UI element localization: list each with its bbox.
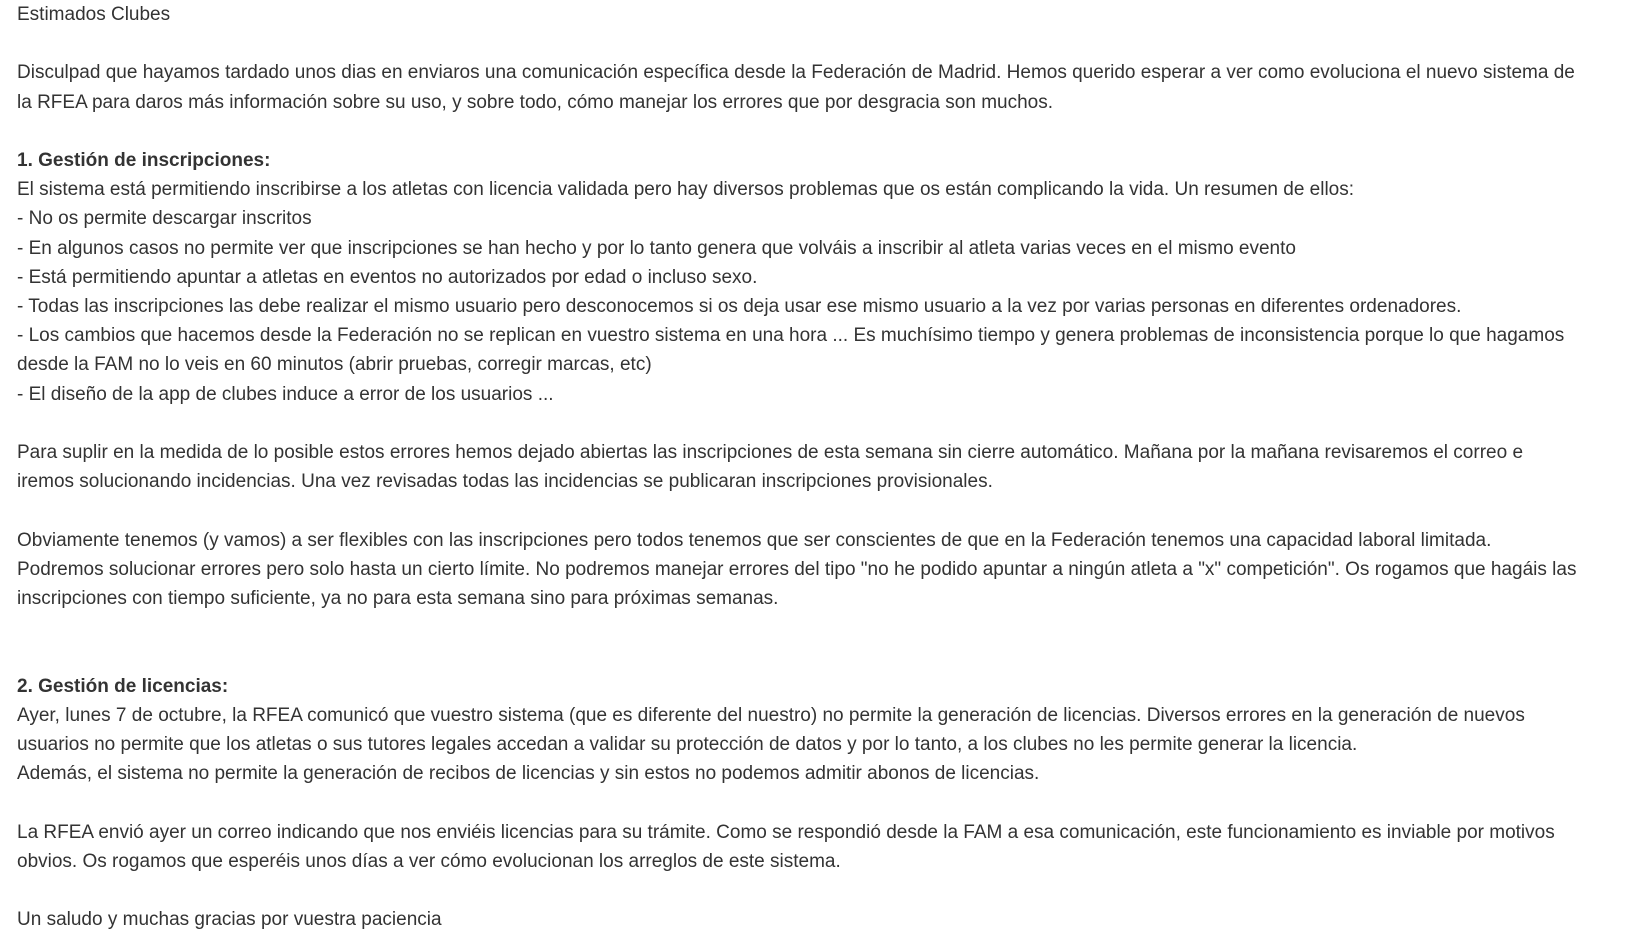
paragraph-line: inscripciones con tiempo suficiente, ya no para esta semana sino para próximas semanas. (17, 588, 779, 609)
paragraph (17, 701, 1629, 789)
spacer (17, 613, 1629, 671)
list-item: - Está permitiendo apuntar a atletas en eventos no autorizados por edad o incluso sexo. (17, 266, 758, 288)
list-item: - Todas las inscripciones las debe realizar el mismo usuario pero desconocemos si os deja usar ese mismo usuario a la vez por varias personas en diferentes ordenadores. (17, 296, 1462, 317)
intro-paragraph (17, 58, 1629, 116)
list-item-continuation: desde la FAM no lo veis en 60 minutos (abrir pruebas, corregir marcas, etc) (17, 354, 652, 376)
intro-line: Disculpad que hayamos tardado unos dias en enviaros una comunicación específica desde la Federación de Madrid. Hemos querido esperar a ver como evoluciona el nuevo sistema de (17, 62, 1575, 84)
list-item: - Los cambios que hacemos desde la Federación no se replican en vuestro sistema en una hora ... Es muchísimo tiempo y genera problemas de inconsistencia porque lo que hagamos (17, 325, 1565, 347)
paragraph (17, 438, 1629, 496)
paragraph-line: Para suplir en la medida de lo posible estos errores hemos dejado abiertas las inscripciones de esta semana sin cierre automático. Mañana por la mañana revisaremos el correo e (17, 442, 1524, 463)
paragraph-line: obvios. Os rogamos que esperéis unos días a ver cómo evolucionan los arreglos de este sistema. (17, 850, 841, 872)
paragraph (17, 526, 1629, 614)
section-licencias (17, 672, 1629, 876)
paragraph (17, 818, 1629, 876)
list-item: - El diseño de la app de clubes induce a error de los usuarios ... (17, 383, 554, 405)
closing: Un saludo y muchas gracias por vuestra paciencia (17, 909, 442, 931)
spacer (17, 876, 1629, 905)
section-heading: 2. Gestión de licencias: (17, 675, 229, 697)
paragraph-line: Podremos solucionar errores pero solo hasta un cierto límite. No podremos manejar errores del tipo "no he podido apuntar a ningún atleta a "x" competición". Os rogamos que hagáis las (17, 558, 1577, 580)
greeting: Estimados Clubes (17, 4, 171, 25)
spacer (17, 29, 1629, 58)
paragraph-line: Además, el sistema no permite la generación de recibos de licencias y sin estos no podemos admitir abonos de licencias. (17, 763, 1040, 785)
list-item: - En algunos casos no permite ver que inscripciones se han hecho y por lo tanto genera que volváis a inscribir al atleta varias veces en el mismo evento (17, 237, 1296, 259)
section-heading: 1. Gestión de inscripciones: (17, 149, 271, 171)
paragraph-line: usuarios no permite que los atletas o sus tutores legales accedan a validar su protección de datos y por lo tanto, a los clubes no les permite generar la licencia. (17, 734, 1358, 755)
intro-line: la RFEA para daros más información sobre su uso, y sobre todo, cómo manejar los errores que por desgracia son muchos. (17, 91, 1054, 113)
section-inscripciones (17, 146, 1629, 613)
message-body (17, 0, 1629, 934)
paragraph-line: Obviamente tenemos (y vamos) a ser flexibles con las inscripciones pero todos tenemos que ser conscientes de que en la Federación tenemos una capacidad laboral limitada. (17, 529, 1492, 551)
paragraph-line: iremos solucionando incidencias. Una vez revisadas todas las incidencias se publicaran inscripciones provisionales. (17, 471, 993, 493)
spacer (17, 788, 1629, 817)
section-lead: El sistema está permitiendo inscribirse a los atletas con licencia validada pero hay diversos problemas que os están complicando la vida. Un resumen de ellos: (17, 179, 1355, 201)
paragraph-line: Ayer, lunes 7 de octubre, la RFEA comunicó que vuestro sistema (que es diferente del nuestro) no permite la generación de licencias. Diversos errores en la generación de nuevos (17, 704, 1525, 726)
paragraph-line: La RFEA envió ayer un correo indicando que nos enviéis licencias para su trámite. Como se respondió desde la FAM a esa comunicación, este funcionamiento es inviable por motivos (17, 821, 1555, 843)
spacer (17, 496, 1629, 525)
spacer (17, 117, 1629, 146)
spacer (17, 409, 1629, 438)
list-item: - No os permite descargar inscritos (17, 208, 312, 230)
